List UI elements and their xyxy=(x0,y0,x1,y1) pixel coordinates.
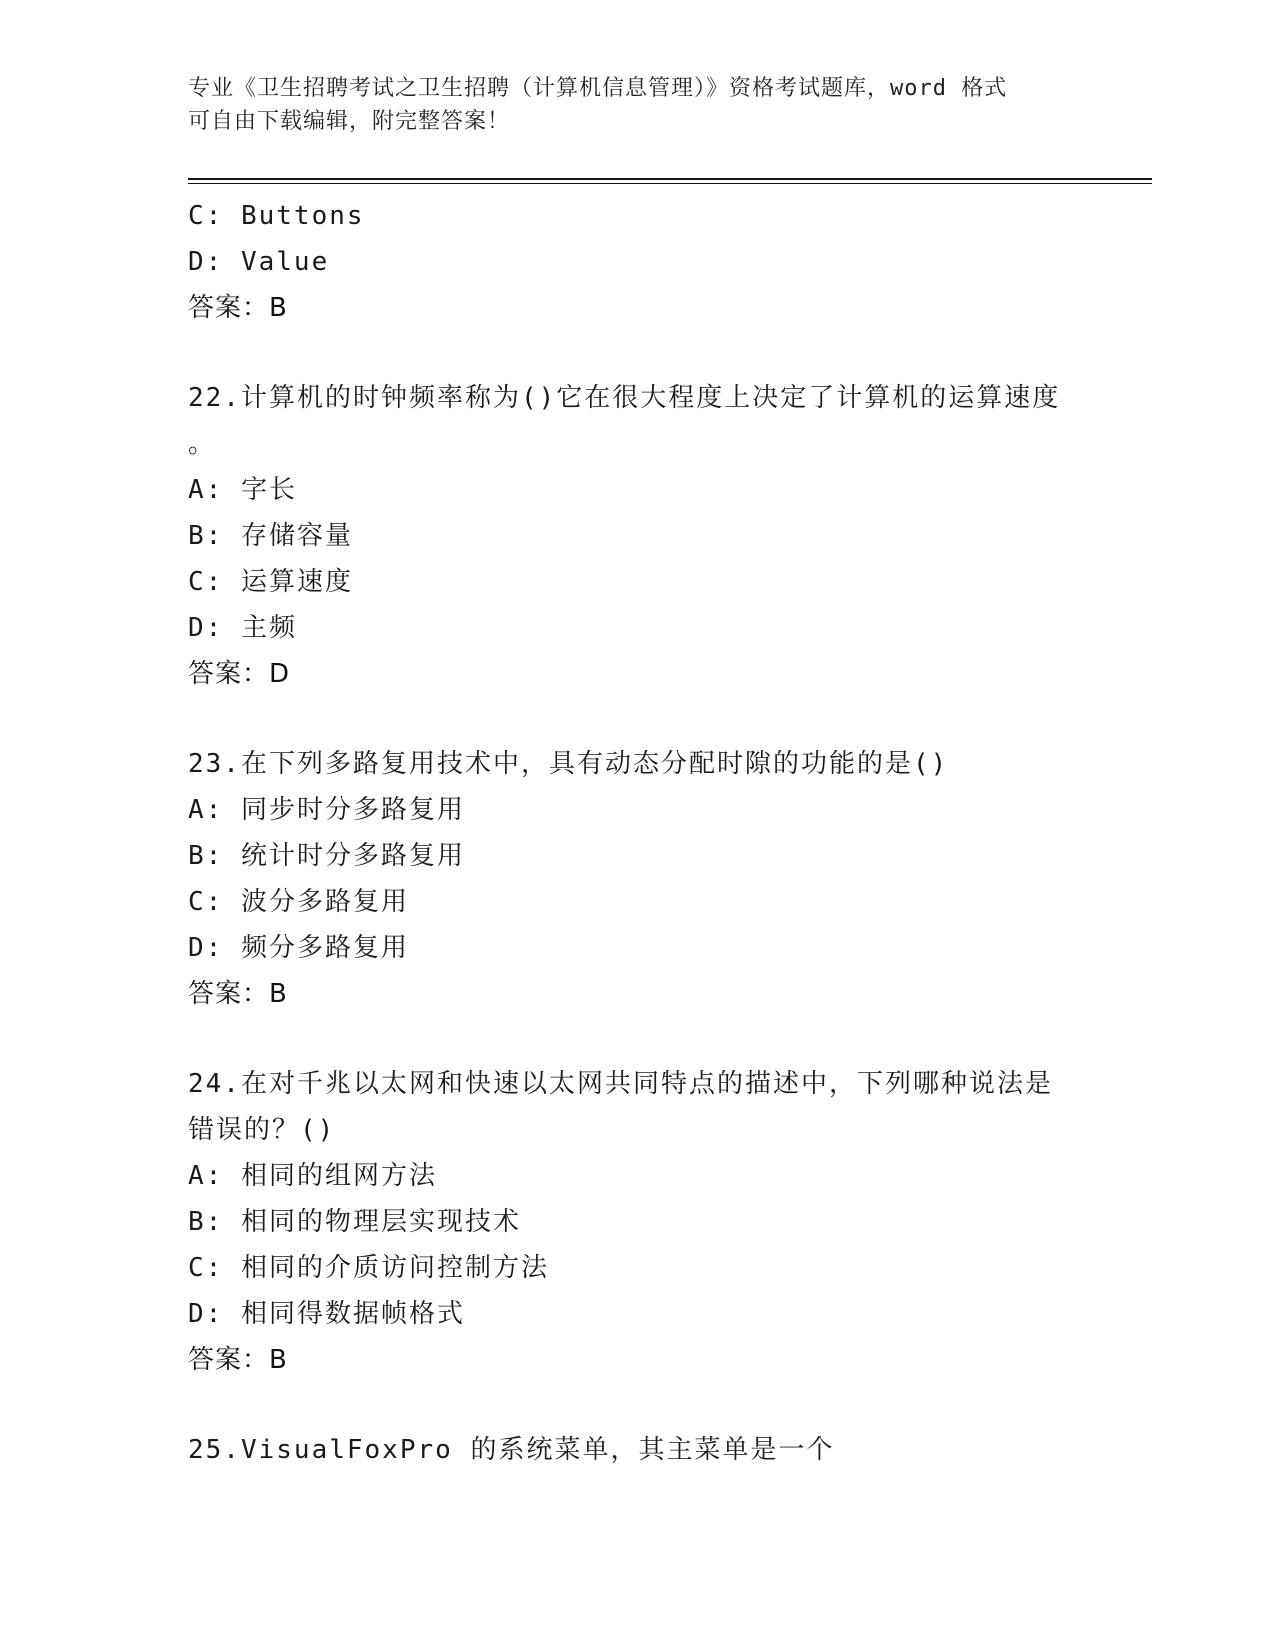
option-c: C: 相同的介质访问控制方法 xyxy=(188,1253,549,1283)
answer-line: 答案：B xyxy=(188,979,288,1009)
option-d: D: Value xyxy=(188,247,330,277)
option-c: C: 运算速度 xyxy=(188,567,353,597)
spacer xyxy=(188,1383,1088,1427)
question-25 xyxy=(188,1427,1088,1473)
header-divider-thin xyxy=(188,183,1152,184)
document-header xyxy=(188,72,1088,138)
question-content xyxy=(188,193,1088,1473)
question-21-tail xyxy=(188,193,1088,331)
question-22 xyxy=(188,375,1088,697)
answer-line: 答案：B xyxy=(188,293,288,323)
question-stem: 25.VisualFoxPro 的系统菜单，其主菜单是一个 xyxy=(188,1435,835,1465)
option-a: A: 相同的组网方法 xyxy=(188,1161,437,1191)
question-stem: 23.在下列多路复用技术中，具有动态分配时隙的功能的是() xyxy=(188,749,949,779)
header-line-1: 专业《卫生招聘考试之卫生招聘（计算机信息管理）》资格考试题库，word 格式 xyxy=(188,76,1008,101)
header-line-2: 可自由下载编辑，附完整答案！ xyxy=(188,109,511,134)
option-b: B: 统计时分多路复用 xyxy=(188,841,465,871)
spacer xyxy=(188,331,1088,375)
question-stem-continued: 。 xyxy=(188,429,217,459)
option-c: C: Buttons xyxy=(188,201,365,231)
option-d: D: 主频 xyxy=(188,613,297,643)
question-stem: 24.在对千兆以太网和快速以太网共同特点的描述中，下列哪种说法是 xyxy=(188,1069,1053,1099)
spacer xyxy=(188,1017,1088,1061)
option-b: B: 存储容量 xyxy=(188,521,353,551)
option-c: C: 波分多路复用 xyxy=(188,887,409,917)
answer-line: 答案：B xyxy=(188,1345,288,1375)
option-b: B: 相同的物理层实现技术 xyxy=(188,1207,521,1237)
question-24 xyxy=(188,1061,1088,1383)
header-divider-thick xyxy=(188,178,1152,180)
question-23 xyxy=(188,741,1088,1017)
spacer xyxy=(188,697,1088,741)
question-stem: 22.计算机的时钟频率称为()它在很大程度上决定了计算机的运算速度 xyxy=(188,383,1061,413)
answer-line: 答案：D xyxy=(188,659,291,689)
option-a: A: 字长 xyxy=(188,475,297,505)
option-d: D: 频分多路复用 xyxy=(188,933,409,963)
question-stem-continued: 错误的？() xyxy=(188,1115,336,1145)
option-a: A: 同步时分多路复用 xyxy=(188,795,465,825)
option-d: D: 相同得数据帧格式 xyxy=(188,1299,465,1329)
